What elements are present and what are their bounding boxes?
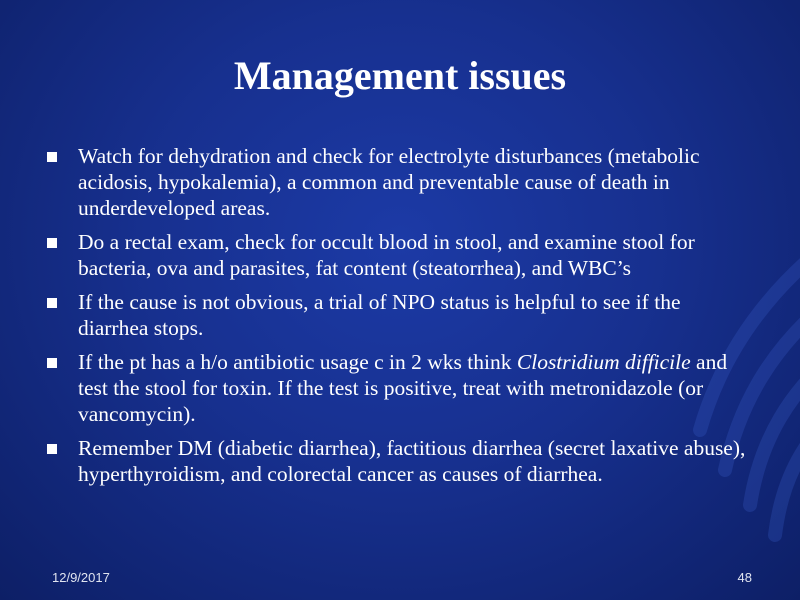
- square-bullet-icon: [47, 358, 57, 368]
- bullet-item: [44, 435, 756, 487]
- bullet-list: [44, 143, 756, 495]
- bullet-item: [44, 289, 756, 341]
- footer-page-number: 48: [737, 570, 752, 585]
- bullet-text: Remember DM (diabetic diarrhea), factitious diarrhea (secret laxative abuse), hyperthyroidism, and colorectal cancer as causes of diarrhea.: [78, 436, 746, 486]
- footer-date: 12/9/2017: [52, 570, 110, 585]
- bullet-item: [44, 229, 756, 281]
- square-bullet-icon: [47, 444, 57, 454]
- square-bullet-icon: [47, 152, 57, 162]
- bullet-text-italic: Clostridium difficile: [516, 350, 691, 374]
- bullet-text: Do a rectal exam, check for occult blood in stool, and examine stool for bacteria, ova and parasites, fat content (steatorrhea), and WBC’s: [78, 230, 695, 280]
- bullet-text: If the cause is not obvious, a trial of NPO status is helpful to see if the diarrhea stops.: [78, 290, 681, 340]
- square-bullet-icon: [47, 298, 57, 308]
- bullet-text: and test the stool for toxin. If the test is positive, treat with metronidazole (or vancomycin).: [78, 350, 728, 426]
- slide-title: Management issues: [233, 53, 567, 98]
- bullet-item: [44, 143, 756, 221]
- bullet-text: Watch for dehydration and check for electrolyte disturbances (metabolic acidosis, hypokalemia), a common and preventable cause of death in underdeveloped areas.: [78, 144, 700, 220]
- square-bullet-icon: [47, 238, 57, 248]
- bullet-item: [44, 349, 756, 427]
- bullet-text: If the pt has a h/o antibiotic usage c in 2 wks think: [78, 350, 517, 374]
